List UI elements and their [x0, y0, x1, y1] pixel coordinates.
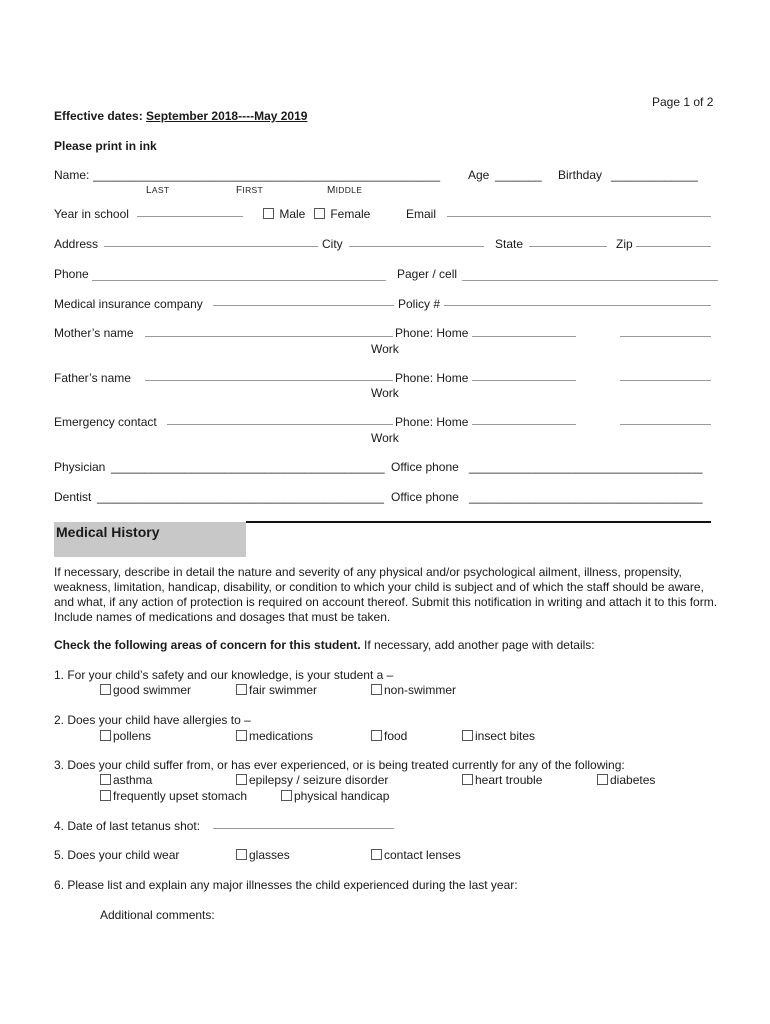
checkbox[interactable]: [462, 774, 473, 785]
name-line[interactable]: ____________________________________________________: [93, 168, 441, 182]
emergency-phone-extra-line[interactable]: [620, 424, 711, 425]
insurance-line[interactable]: [213, 305, 394, 306]
checkbox[interactable]: [236, 774, 247, 785]
effective-value: September 2018----May 2019: [146, 109, 308, 123]
tetanus-date-line[interactable]: [213, 828, 394, 829]
physician-line[interactable]: _________________________________________: [111, 460, 385, 474]
q2-option-medications[interactable]: [236, 729, 313, 743]
checkbox[interactable]: [371, 730, 382, 741]
option-label: physical handicap: [294, 789, 390, 803]
option-label: good swimmer: [113, 683, 192, 697]
mother-phone-extra-line[interactable]: [620, 336, 711, 337]
option-label: diabetes: [610, 773, 656, 787]
option-label: medications: [249, 729, 314, 743]
male-label: Male: [279, 207, 306, 221]
option-label: contact lenses: [384, 848, 461, 862]
option-label: heart trouble: [475, 773, 543, 787]
phone-line[interactable]: [92, 280, 386, 281]
zip-label: Zip: [616, 237, 633, 251]
question-1: 1. For your child’s safety and our knowledge, is your student a –: [54, 668, 394, 682]
dentist-label: Dentist: [54, 490, 92, 504]
check-instructions: [54, 638, 595, 652]
check-instructions-rest: If necessary, add another page with details:: [360, 638, 595, 652]
effective-label: Effective dates:: [54, 109, 143, 123]
page-number: Page 1 of 2: [652, 95, 714, 109]
question-2: 2. Does your child have allergies to –: [54, 713, 251, 727]
physician-office-phone-line[interactable]: ___________________________________: [469, 460, 703, 474]
policy-label: Policy #: [398, 297, 441, 311]
q3-option-asthma[interactable]: [100, 773, 152, 787]
option-label: epilepsy / seizure disorder: [249, 773, 389, 787]
q2-option-insect-bites[interactable]: [462, 729, 535, 743]
email-label: Email: [406, 207, 437, 221]
city-line[interactable]: [349, 246, 484, 247]
dentist-office-phone-label: Office phone: [391, 490, 459, 504]
dentist-office-phone-line[interactable]: ___________________________________: [469, 490, 703, 504]
father-phone-home-label: Phone: Home: [395, 371, 469, 385]
year-in-school-line[interactable]: [137, 216, 243, 217]
additional-comments-label: Additional comments:: [100, 908, 215, 922]
checkbox[interactable]: [597, 774, 608, 785]
email-line[interactable]: [447, 216, 711, 217]
medical-history-title: Medical History: [56, 524, 160, 540]
question-3: 3. Does your child suffer from, or has ever experienced, or is being treated currently for any of the following:: [54, 758, 625, 772]
checkbox[interactable]: [281, 790, 292, 801]
q3-option-epilepsy[interactable]: [236, 773, 388, 787]
sub-last: LAST: [146, 185, 170, 196]
father-phone-home-line[interactable]: [472, 380, 576, 381]
print-notice: Please print in ink: [54, 139, 157, 153]
emergency-contact-line[interactable]: [167, 424, 393, 425]
q5-option-contact-lenses[interactable]: [371, 848, 461, 862]
question-4: 4. Date of last tetanus shot:: [54, 819, 201, 833]
effective-dates: [54, 109, 307, 123]
fathers-name-line[interactable]: [145, 380, 393, 381]
mothers-name-line[interactable]: [145, 336, 393, 337]
state-label: State: [495, 237, 524, 251]
mother-phone-home-label: Phone: Home: [395, 326, 469, 340]
state-line[interactable]: [529, 246, 607, 247]
sub-middle: MIDDLE: [327, 185, 363, 196]
mother-work-label: Work: [371, 342, 399, 356]
zip-line[interactable]: [636, 246, 711, 247]
father-work-label: Work: [371, 386, 399, 400]
checkbox[interactable]: [371, 684, 382, 695]
female-checkbox[interactable]: [314, 208, 325, 219]
year-in-school-label: Year in school: [54, 207, 129, 221]
q2-option-pollens[interactable]: [100, 729, 151, 743]
question-5: 5. Does your child wear: [54, 848, 180, 862]
checkbox[interactable]: [100, 684, 111, 695]
option-label: food: [384, 729, 408, 743]
section-rule: [246, 521, 711, 523]
address-label: Address: [54, 237, 99, 251]
female-label: Female: [330, 207, 371, 221]
pager-label: Pager / cell: [397, 267, 458, 281]
checkbox[interactable]: [236, 730, 247, 741]
q2-option-food[interactable]: [371, 729, 407, 743]
q1-option-good-swimmer[interactable]: [100, 683, 191, 697]
q3-option-upset-stomach[interactable]: [100, 789, 247, 803]
age-label: Age: [468, 168, 490, 182]
q1-option-fair-swimmer[interactable]: [236, 683, 317, 697]
policy-line[interactable]: [444, 305, 711, 306]
fathers-name-label: Father’s name: [54, 371, 131, 385]
male-option[interactable]: [263, 207, 305, 221]
emergency-work-label: Work: [371, 431, 399, 445]
checkbox[interactable]: [236, 684, 247, 695]
checkbox[interactable]: [371, 849, 382, 860]
option-label: insect bites: [475, 729, 536, 743]
insurance-label: Medical insurance company: [54, 297, 203, 311]
checkbox[interactable]: [100, 790, 111, 801]
checkbox[interactable]: [462, 730, 473, 741]
option-label: pollens: [113, 729, 152, 743]
father-phone-extra-line[interactable]: [620, 380, 711, 381]
emergency-contact-label: Emergency contact: [54, 415, 157, 429]
male-checkbox[interactable]: [263, 208, 274, 219]
mother-phone-home-line[interactable]: [472, 336, 576, 337]
city-label: City: [322, 237, 343, 251]
medical-history-header: [54, 522, 246, 557]
physician-office-phone-label: Office phone: [391, 460, 459, 474]
checkbox[interactable]: [100, 730, 111, 741]
checkbox[interactable]: [100, 774, 111, 785]
medical-history-intro: If necessary, describe in detail the nature and severity of any physical and/or psychological ailment, illness, propensity, weakness, limitation, handicap, disability, or condition to which your child is subject and of which the staff should be aware, and what, if any action of protection is required on account thereof. Submit this notification in writing and attach it to this form. Include names of medications and dosages that must be taken.: [54, 565, 718, 624]
q5-option-glasses[interactable]: [236, 848, 290, 862]
name-label: Name:: [54, 168, 90, 182]
birthday-line[interactable]: _____________: [611, 168, 698, 182]
emergency-phone-home-label: Phone: Home: [395, 415, 469, 429]
phone-label: Phone: [54, 267, 89, 281]
q3-option-diabetes[interactable]: [597, 773, 655, 787]
option-label: glasses: [249, 848, 290, 862]
birthday-label: Birthday: [558, 168, 603, 182]
dentist-line[interactable]: ___________________________________________: [97, 490, 384, 504]
option-label: non-swimmer: [384, 683, 457, 697]
option-label: asthma: [113, 773, 153, 787]
female-option[interactable]: [314, 207, 370, 221]
check-instructions-bold: Check the following areas of concern for this student.: [54, 638, 361, 652]
q3-option-heart-trouble[interactable]: [462, 773, 542, 787]
address-line[interactable]: [104, 246, 318, 247]
option-label: frequently upset stomach: [113, 789, 248, 803]
mothers-name-label: Mother’s name: [54, 326, 134, 340]
q3-option-physical-handicap[interactable]: [281, 789, 389, 803]
question-6: 6. Please list and explain any major illnesses the child experienced during the last year:: [54, 878, 518, 892]
age-line[interactable]: _______: [495, 168, 542, 182]
emergency-phone-home-line[interactable]: [472, 424, 576, 425]
q1-option-non-swimmer[interactable]: [371, 683, 456, 697]
option-label: fair swimmer: [249, 683, 317, 697]
pager-line[interactable]: [462, 280, 718, 281]
physician-label: Physician: [54, 460, 106, 474]
sub-first: FIRST: [236, 185, 263, 196]
checkbox[interactable]: [236, 849, 247, 860]
